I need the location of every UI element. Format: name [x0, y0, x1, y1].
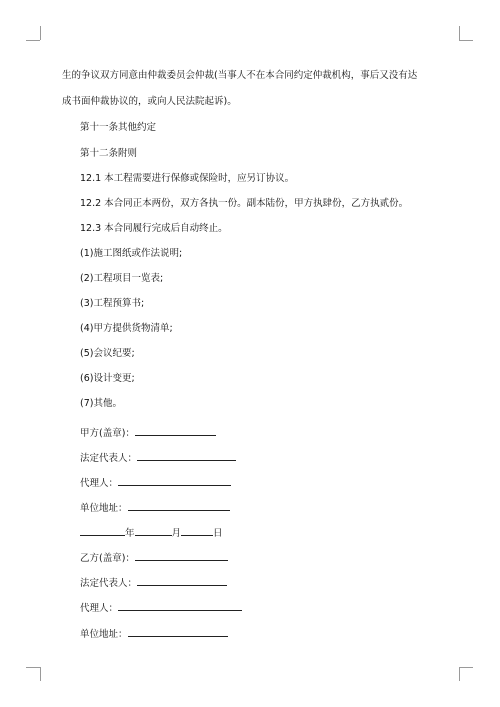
attachment-item-3: (3)工程预算书; [80, 298, 145, 309]
party-b-address-label: 单位地址： [80, 629, 128, 640]
crop-mark-bottom-left [40, 667, 41, 681]
party-a-seal-label: 甲方(盖章)： [80, 428, 135, 439]
party-a-address-label: 单位地址： [80, 503, 128, 514]
date-row [80, 525, 223, 540]
party-a-address-blank[interactable] [128, 500, 230, 511]
party-a-rep-row [80, 450, 236, 465]
month-blank[interactable] [135, 525, 172, 536]
month-label: 月 [171, 528, 182, 539]
clause-12-2: 12.2 本合同正本两份，双方各执一份。副本陆份，甲方执肆份，乙方执贰份。 [80, 198, 409, 209]
attachment-item-4: (4)甲方提供货物清单; [80, 323, 173, 334]
party-b-agent-label: 代理人： [80, 603, 119, 614]
crop-mark-bottom-left [26, 667, 40, 668]
party-a-seal-blank[interactable] [135, 425, 216, 436]
party-b-address-row [80, 626, 228, 641]
party-a-rep-blank[interactable] [137, 450, 236, 461]
attachment-item-1: (1)施工图纸或作法说明; [80, 248, 183, 259]
party-a-agent-blank[interactable] [118, 475, 231, 486]
day-label: 日 [213, 528, 223, 539]
party-a-address-row [80, 500, 230, 515]
party-a-agent-label: 代理人： [80, 478, 119, 489]
article-11-heading: 第十一条其他约定 [80, 122, 157, 133]
crop-mark-top-left [26, 40, 40, 41]
party-b-address-blank[interactable] [128, 626, 228, 637]
article-12-heading: 第十二条附则 [80, 148, 138, 159]
clause-12-1: 12.1 本工程需要进行保修或保险时，应另订协议。 [80, 173, 295, 184]
clause-12-3: 12.3 本合同履行完成后自动终止。 [80, 223, 228, 234]
day-blank[interactable] [181, 525, 213, 536]
paragraph-arbitration-end: 成书面仲裁协议的，或向人民法院起诉)。 [62, 96, 237, 107]
party-b-rep-label: 法定代表人： [80, 578, 138, 589]
party-a-rep-label: 法定代表人： [80, 453, 138, 464]
crop-mark-top-right [459, 40, 473, 41]
crop-mark-bottom-right [459, 667, 460, 681]
attachment-item-6: (6)设计变更; [80, 373, 135, 384]
party-b-seal-blank[interactable] [135, 550, 228, 561]
attachment-item-5: (5)会议纪要; [80, 348, 135, 359]
crop-mark-top-left [40, 26, 41, 40]
attachment-item-7: (7)其他。 [80, 398, 122, 409]
crop-mark-bottom-right [459, 667, 473, 668]
party-a-agent-row [80, 475, 231, 490]
party-b-agent-row [80, 600, 242, 615]
year-blank[interactable] [80, 525, 125, 536]
crop-mark-top-right [459, 26, 460, 40]
attachment-item-2: (2)工程项目一览表; [80, 273, 164, 284]
party-b-rep-row [80, 575, 227, 590]
party-b-agent-blank[interactable] [118, 600, 242, 611]
party-b-seal-label: 乙方(盖章)： [80, 553, 135, 564]
paragraph-arbitration-cont: 生的争议双方同意由仲裁委员会仲裁(当事人不在本合同约定仲裁机构，事后又没有达 [62, 70, 418, 81]
party-b-rep-blank[interactable] [137, 575, 227, 586]
party-b-seal-row [80, 550, 228, 565]
year-label: 年 [125, 528, 135, 539]
party-a-seal-row [80, 425, 216, 440]
